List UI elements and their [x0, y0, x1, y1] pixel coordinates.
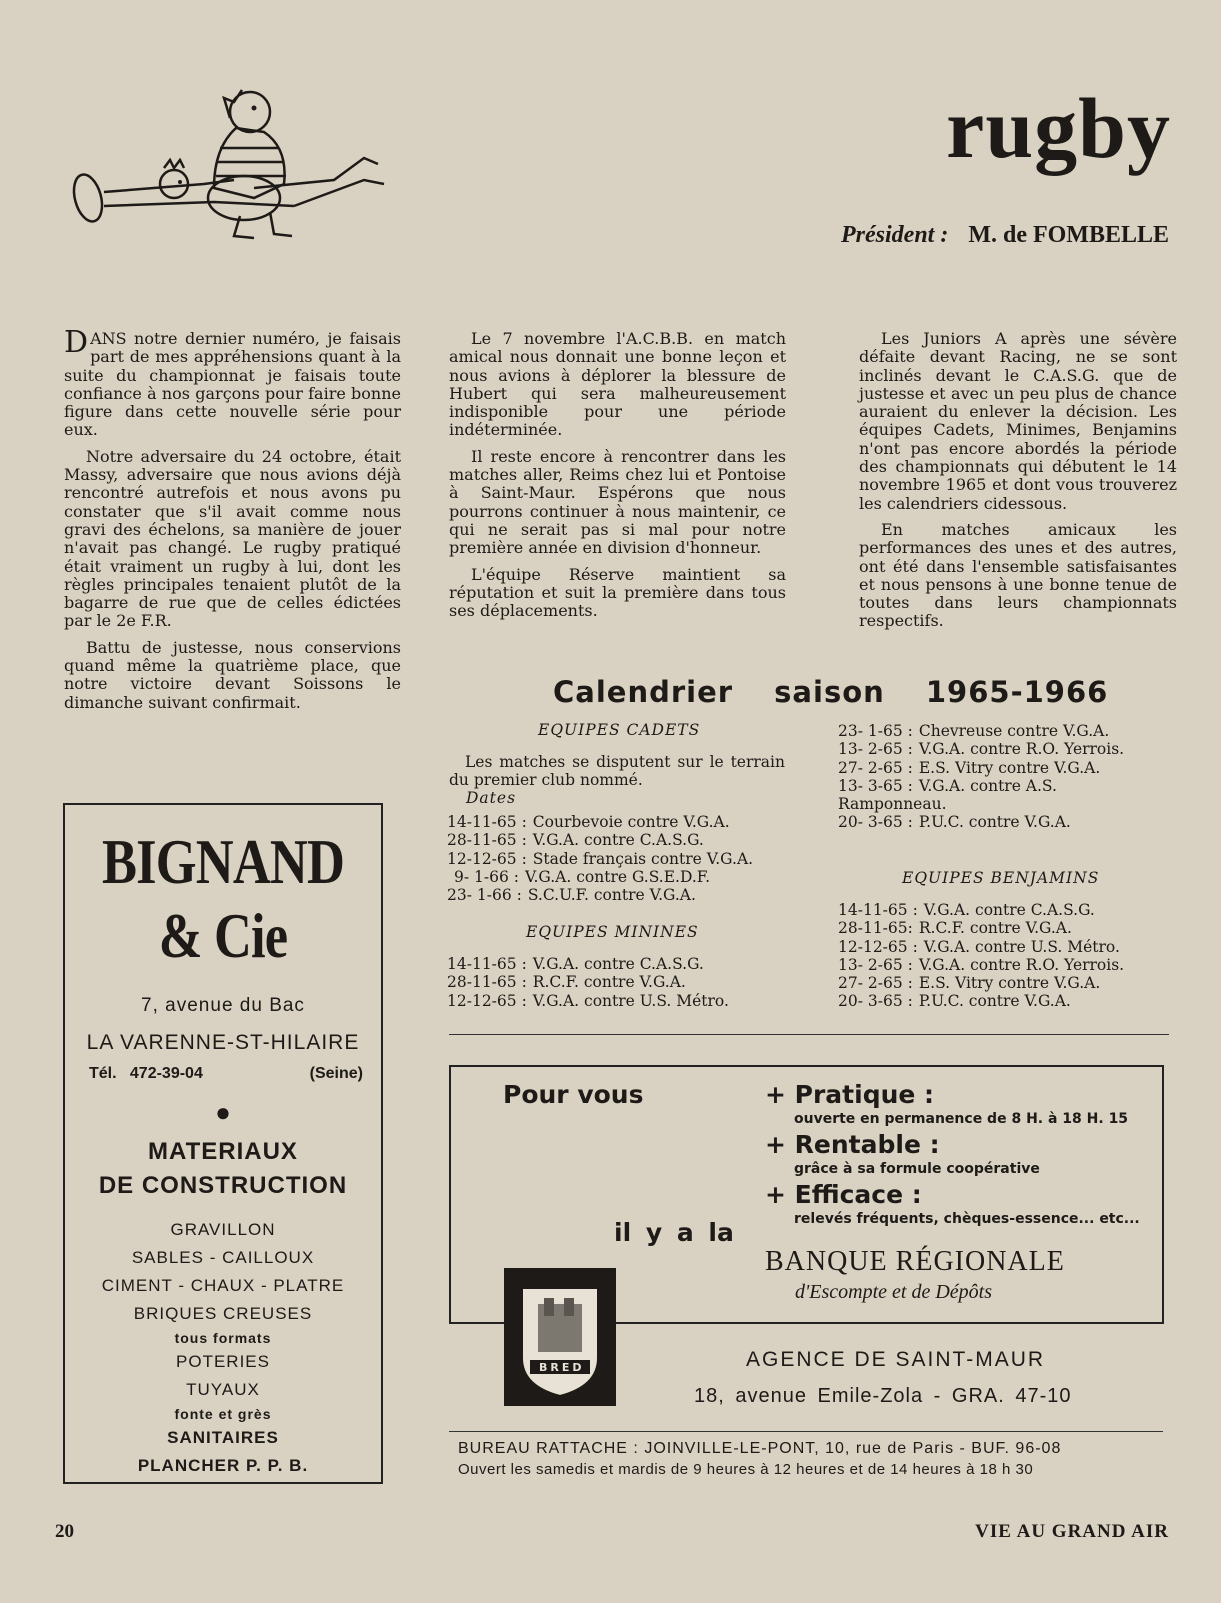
schedule-date: 12-12-65 : [447, 991, 527, 1010]
product-item: SABLES - CAILLOUX [131, 1248, 315, 1267]
feature-rentable: + Rentable : [765, 1130, 940, 1159]
product-list [65, 1216, 381, 1480]
schedule-match: V.G.A. contre R.O. Yerrois. [918, 955, 1125, 974]
divider [449, 1431, 1163, 1432]
schedule-match: V.G.A. contre R.O. Yerrois. [918, 740, 1125, 759]
article-column-3 [859, 330, 1177, 639]
benjamins-heading: EQUIPES BENJAMINS [902, 869, 1100, 887]
feature-pratique: + Pratique : [765, 1080, 935, 1109]
feature-rentable-text: grâce à sa formule coopérative [794, 1161, 1040, 1177]
schedule-row [838, 813, 1168, 831]
bank-name: BANQUE RÉGIONALE [765, 1246, 1065, 1277]
schedule-match: Courbevoie contre V.G.A. [532, 813, 730, 831]
heading-construction: DE CONSTRUCTION [98, 1172, 348, 1199]
cadets-continued-list [838, 722, 1178, 832]
agency-name: AGENCE DE SAINT-MAUR [746, 1348, 1046, 1371]
schedule-match: P.U.C. contre V.G.A. [918, 813, 1071, 832]
schedule-row [447, 955, 729, 973]
cadets-heading: EQUIPES CADETS [538, 721, 701, 739]
advertiser-phone-line [65, 1065, 381, 1083]
bullet-icon: ● [215, 1097, 231, 1127]
schedule-date: 14-11-65 : [447, 813, 527, 831]
schedule-row [447, 886, 753, 904]
calendar-note: Les matches se disputent sur le terrain du premier club nommé. [449, 753, 785, 790]
page-number: 20 [55, 1521, 74, 1542]
benjamins-list [838, 901, 1124, 1011]
minimes-heading: EQUIPES MININES [526, 923, 699, 941]
schedule-row [447, 868, 753, 886]
calendar-title: Calendrier saison 1965-1966 [553, 675, 1109, 709]
product-item: POTERIES [176, 1352, 270, 1371]
schedule-match: V.G.A. contre C.A.S.G. [923, 901, 1095, 919]
product-item: fonte et grès [174, 1406, 272, 1422]
divider [449, 1034, 1169, 1035]
schedule-date: 27- 2-65 : [838, 974, 913, 993]
agency-address: 18, avenue Emile-Zola - GRA. 47-10 [694, 1385, 1072, 1407]
tel-number: 472-39-04 [129, 1065, 203, 1082]
article-column-2 [449, 330, 786, 628]
schedule-match: S.C.U.F. contre V.G.A. [527, 886, 696, 905]
schedule-row [838, 722, 1168, 740]
schedule-match: Chevreuse contre V.G.A. [918, 722, 1110, 740]
feature-efficace-text: relevés fréquents, chèques-essence... etc... [794, 1211, 1140, 1227]
article-paragraph: Notre adversaire du 24 octobre, était Massy, adversaire que nous avions déjà rencontré autrefois et nous avons pu constater que s'il avait comme nous gravi des échelons, sa manière de jouer n'avait pas changé. Le rugby pratiqué était vraiment un rugby à lui, dont les règles principales tenaient plutôt de la bagarre de rue que de celles édictées par le 2e F.R. [64, 446, 401, 631]
magazine-name: VIE AU GRAND AIR [975, 1521, 1169, 1542]
cadets-list [447, 813, 753, 904]
schedule-date: 23- 1-65 : [838, 722, 913, 740]
schedule-date: 9- 1-66 : [454, 867, 519, 886]
article-paragraph: DANS notre dernier numéro, je faisais part de mes appréhensions quant à la suite du championnat je faisais toute confiance à nos garçons pour faire bonne figure dans cette nouvelle série pour eux. [64, 325, 401, 440]
schedule-row [838, 759, 1168, 777]
heading-materiaux: MATERIAUX [148, 1138, 298, 1165]
product-item: tous formats [174, 1330, 272, 1346]
schedule-match: Stade français contre V.G.A. [532, 849, 754, 868]
schedule-match: R.C.F. contre V.G.A. [918, 919, 1072, 938]
schedule-row [838, 740, 1168, 758]
schedule-date: 28-11-65 : [447, 973, 527, 992]
schedule-row [447, 992, 729, 1010]
president-name: M. de FOMBELLE [968, 222, 1169, 248]
schedule-row [838, 938, 1124, 956]
schedule-match: E.S. Vitry contre V.G.A. [918, 758, 1101, 777]
schedule-row [838, 974, 1124, 992]
schedule-date: 28-11-65: [838, 919, 913, 938]
article-paragraph: Le 7 novembre l'A.C.B.B. en match amical nous donnait une bonne leçon et nous avions à déplorer la blessure de Hubert qui sera malheureusement indisponible pour une période indéterminée. [449, 329, 786, 440]
tel-label: Tél. [89, 1065, 117, 1082]
schedule-row [447, 813, 753, 831]
schedule-date: 13- 2-65 : [838, 740, 913, 759]
rugby-players-illustration [64, 88, 404, 258]
feature-efficace: + Efficace : [765, 1180, 922, 1209]
article-paragraph: En matches amicaux les performances des unes et des autres, ont été dans l'ensemble satisfaisantes et nous pensons à une bonne tenue de toutes dans leurs championnats respectifs. [859, 519, 1177, 631]
president-label: Président : [841, 222, 949, 248]
schedule-row [838, 919, 1124, 937]
product-item: SANITAIRES [167, 1428, 279, 1447]
schedule-date: 13- 3-65 : [838, 776, 913, 795]
schedule-date: 12-12-65 : [838, 937, 918, 956]
schedule-row [447, 850, 753, 868]
schedule-match: V.G.A. contre C.A.S.G. [532, 955, 704, 973]
president-line [841, 222, 1169, 249]
schedule-row [838, 901, 1124, 919]
schedule-match: V.G.A. contre A.S. Ramponneau. [838, 776, 1057, 814]
schedule-match: V.G.A. contre U.S. Métro. [532, 991, 729, 1010]
feature-pratique-text: ouverte en permanence de 8 H. à 18 H. 15 [794, 1111, 1129, 1127]
schedule-date: 23- 1-66 : [447, 886, 522, 905]
schedule-date: 13- 2-65 : [838, 955, 913, 974]
product-item: GRAVILLON [170, 1220, 276, 1239]
schedule-date: 27- 2-65 : [838, 758, 913, 777]
product-item: BRIQUES CREUSES [133, 1304, 313, 1323]
schedule-date: 20- 3-65 : [838, 813, 913, 832]
dates-label: Dates [466, 789, 517, 807]
schedule-row [838, 956, 1124, 974]
product-item: PLANCHER P. P. B. [137, 1456, 309, 1475]
schedule-date: 14-11-65 : [447, 955, 527, 973]
article-paragraph: L'équipe Réserve maintient sa réputation et suit la première dans tous ses déplacements. [449, 564, 786, 621]
product-item: CIMENT - CHAUX - PLATRE [101, 1276, 345, 1295]
schedule-row [447, 973, 729, 991]
bred-logo [504, 1268, 616, 1406]
bureau-line: BUREAU RATTACHE : JOINVILLE-LE-PONT, 10, rue de Paris - BUF. 96-08 [458, 1440, 1062, 1457]
schedule-match: P.U.C. contre V.G.A. [918, 992, 1071, 1011]
schedule-match: V.G.A. contre C.A.S.G. [532, 831, 704, 850]
advertiser-street: 7, avenue du Bac [141, 995, 305, 1016]
schedule-row [838, 777, 1168, 814]
schedule-date: 12-12-65 : [447, 849, 527, 868]
article-column-1 [64, 325, 401, 720]
department: (Seine) [309, 1065, 363, 1082]
product-item: TUYAUX [186, 1380, 260, 1399]
schedule-match: V.G.A. contre G.S.E.D.F. [525, 867, 711, 886]
advertiser-name: BIGNAND & Cie [101, 826, 345, 971]
schedule-match: V.G.A. contre U.S. Métro. [923, 937, 1120, 956]
schedule-date: 14-11-65 : [838, 901, 918, 919]
article-paragraph: Il reste encore à rencontrer dans les matches aller, Reims chez lui et Pontoise à Saint-Maur. Espérons que nous pourrons continuer à nous maintenir, ce qui ne serait pas si mal pour notre première année en division d'honneur. [449, 446, 786, 558]
schedule-date: 20- 3-65 : [838, 992, 913, 1011]
article-paragraph: Les Juniors A après une sévère défaite devant Racing, ne se sont inclinés devant le C.A.S.G. que de justesse et avec un peu plus de chance auraient du enlever la décision. Les équipes Cadets, Minimes, Benjamins n'ont pas encore abordés la période des championnats qui débutent le 14 novembre 1965 et dont vous trouverez les calendriers cidessous. [859, 329, 1177, 513]
drop-cap: D [64, 325, 89, 360]
advertiser-city: LA VARENNE-ST-HILAIRE [86, 1031, 360, 1054]
bignand-advertisement [63, 803, 383, 1484]
section-title: rugby [946, 80, 1171, 176]
bank-ad-il-y-a-la: il y a la [614, 1218, 734, 1247]
hours-line: Ouvert les samedis et mardis de 9 heures à 12 heures et de 14 heures à 18 h 30 [458, 1461, 1034, 1478]
bred-logo-text: BRED [539, 1361, 585, 1374]
schedule-date: 28-11-65 : [447, 831, 527, 850]
bank-ad-pour-vous: Pour vous [503, 1080, 644, 1109]
schedule-match: R.C.F. contre V.G.A. [532, 973, 686, 992]
minimes-list [447, 955, 729, 1010]
schedule-match: E.S. Vitry contre V.G.A. [918, 974, 1101, 993]
bank-subtitle: d'Escompte et de Dépôts [795, 1281, 993, 1303]
schedule-row [838, 992, 1124, 1010]
schedule-row [447, 831, 753, 849]
article-paragraph: Battu de justesse, nous conservions quand même la quatrième place, que notre victoire devant Soissons le dimanche suivant confirmait. [64, 637, 401, 712]
bred-shield-icon [504, 1268, 616, 1406]
